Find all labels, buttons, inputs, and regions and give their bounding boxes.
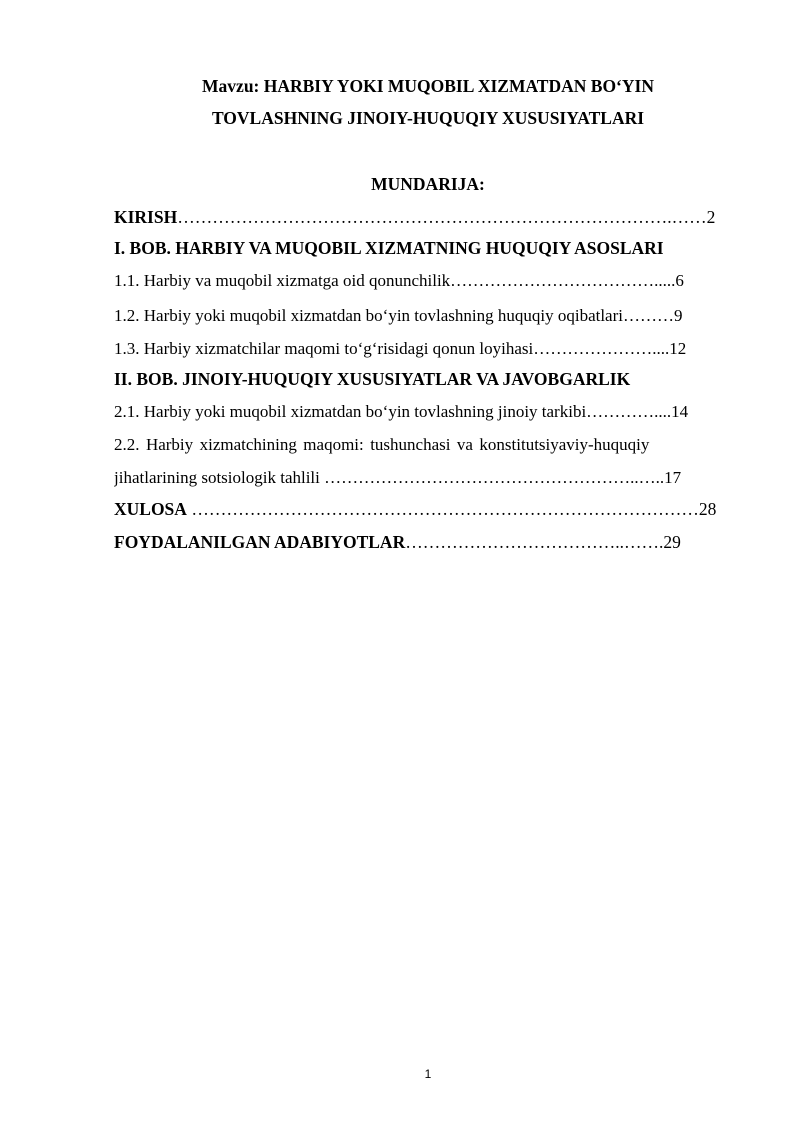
toc-entry-kirish-leader: ………………………………………………………………………….……2 <box>177 207 716 227</box>
toc-entry-xulosa <box>114 499 742 520</box>
toc-entry-xulosa-label: XULOSA <box>114 499 187 519</box>
document-title-line-2: TOVLASHNING JINOIY-HUQUQIY XUSUSIYATLARI <box>211 108 645 128</box>
document-title-line-1: Mavzu: HARBIY YOKI MUQOBIL XIZMATDAN BO‘YIN <box>202 76 654 96</box>
toc-entry-2-2-line-1: 2.2. Harbiy xizmatchining maqomi: tushunchasi va konstitutsiyaviy-huquqiy <box>114 435 650 454</box>
toc-entry-adabiyotlar-label: FOYDALANILGAN ADABIYOTLAR <box>114 532 406 552</box>
page-number: 1 <box>424 1067 432 1081</box>
toc-entry-2-1: 2.1. Harbiy yoki muqobil xizmatdan bo‘yin tovlashning jinoiy tarkibi…………....14 <box>114 402 689 421</box>
toc-entry-kirish-label: KIRISH <box>114 207 178 227</box>
toc-entry-xulosa-leader: ……………………………………………………………………………28 <box>186 499 717 519</box>
toc-entry-1-2: 1.2. Harbiy yoki muqobil xizmatdan bo‘yin tovlashning huquqiy oqibatlari………9 <box>114 306 683 325</box>
toc-entry-kirish <box>114 207 742 228</box>
toc-chapter-1: I. BOB. HARBIY VA MUQOBIL XIZMATNING HUQUQIY ASOSLARI <box>114 238 664 258</box>
toc-entry-adabiyotlar-leader: ………………………………..…….29 <box>405 532 681 552</box>
toc-entry-1-3: 1.3. Harbiy xizmatchilar maqomi to‘g‘risidagi qonun loyihasi…………………....12 <box>114 339 687 358</box>
toc-entry-1-1: 1.1. Harbiy va muqobil xizmatga oid qonunchilik……………………………….....6 <box>114 271 684 290</box>
contents-heading: MUNDARIJA: <box>371 174 485 194</box>
toc-chapter-2: II. BOB. JINOIY-HUQUQIY XUSUSIYATLAR VA JAVOBGARLIK <box>114 369 631 389</box>
toc-entry-adabiyotlar <box>114 532 742 553</box>
toc-entry-2-2-line-2: jihatlarining sotsiologik tahlili ………………………………………………..…..17 <box>114 468 682 487</box>
